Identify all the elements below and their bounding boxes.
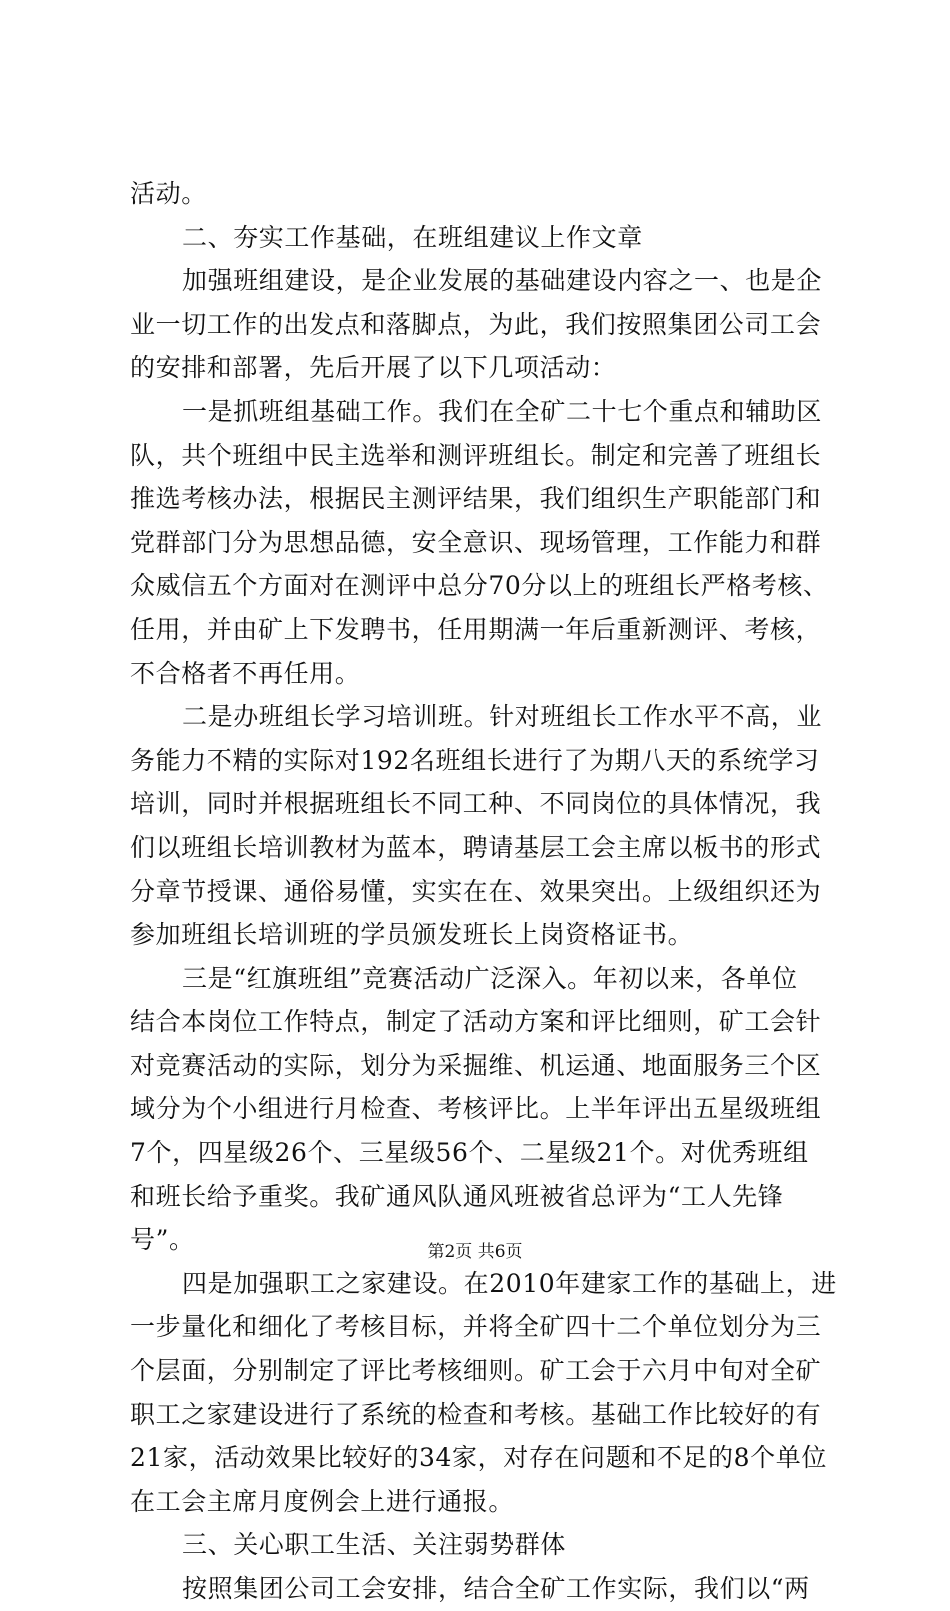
text-line: 党群部门分为思想品德，安全意识、现场管理，工作能力和群 <box>130 527 822 557</box>
text-line: 培训，同时并根据班组长不同工种、不同岗位的具体情况，我 <box>130 789 822 819</box>
text-line: 务能力不精的实际对192名班组长进行了为期八天的系统学习 <box>130 745 820 775</box>
text-line: 参加班组长培训班的学员颁发班长上岗资格证书。 <box>130 920 694 950</box>
page-footer: 第2页 共6页 <box>427 1242 523 1262</box>
text-line: 号”。 <box>130 1225 195 1255</box>
text-line: 三、关心职工生活、关注弱势群体 <box>182 1530 567 1560</box>
text-line: 二、夯实工作基础，在班组建议上作文章 <box>182 222 643 252</box>
text-line: 业一切工作的出发点和落脚点，为此，我们按照集团公司工会 <box>130 309 822 339</box>
text-line: 职工之家建设进行了系统的检查和考核。基础工作比较好的有 <box>130 1399 822 1429</box>
text-line: 的安排和部署，先后开展了以下几项活动： <box>130 353 617 383</box>
text-line: 众威信五个方面对在测评中总分70分以上的班组长严格考核、 <box>130 571 829 601</box>
text-line: 队，共个班组中民主选举和测评班组长。制定和完善了班组长 <box>130 440 822 470</box>
text-line: 域分为个小组进行月检查、考核评比。上半年评出五星级班组 <box>130 1094 822 1124</box>
text-line: 任用，并由矿上下发聘书，任用期满一年后重新测评、考核， <box>130 614 822 644</box>
text-line: 一是抓班组基础工作。我们在全矿二十七个重点和辅助区 <box>182 396 823 426</box>
text-line: 在工会主席月度例会上进行通报。 <box>130 1486 515 1516</box>
text-line: 一步量化和细化了考核目标，并将全矿四十二个单位划分为三 <box>130 1312 822 1342</box>
text-line: 二是办班组长学习培训班。针对班组长工作水平不高，业 <box>182 702 823 732</box>
text-line: 和班长给予重奖。我矿通风队通风班被省总评为“工人先锋 <box>130 1181 784 1211</box>
text-line: 们以班组长培训教材为蓝本，聘请基层工会主席以板书的形式 <box>130 832 822 862</box>
text-line: 不合格者不再任用。 <box>130 658 361 688</box>
text-line: 四是加强职工之家建设。在2010年建家工作的基础上，进 <box>182 1268 837 1298</box>
text-line: 对竞赛活动的实际，划分为采掘维、机运通、地面服务三个区 <box>130 1050 822 1080</box>
text-line: 分章节授课、通俗易懂，实实在在、效果突出。上级组织还为 <box>130 876 822 906</box>
text-line: 加强班组建设，是企业发展的基础建设内容之一、也是企 <box>182 266 823 296</box>
text-line: 推选考核办法，根据民主测评结果，我们组织生产职能部门和 <box>130 484 822 514</box>
text-line: 按照集团公司工会安排，结合全矿工作实际，我们以“两 <box>182 1574 810 1603</box>
text-line: 21家，活动效果比较好的34家，对存在问题和不足的8个单位 <box>130 1443 827 1473</box>
text-line: 结合本岗位工作特点，制定了活动方案和评比细则，矿工会针 <box>130 1007 822 1037</box>
text-line: 个层面，分别制定了评比考核细则。矿工会于六月中旬对全矿 <box>130 1356 822 1386</box>
text-line: 活动。 <box>130 179 207 208</box>
document-body <box>130 172 837 1611</box>
text-line: 7个，四星级26个、三星级56个、二星级21个。对优秀班组 <box>130 1138 809 1168</box>
text-line: 三是“红旗班组”竞赛活动广泛深入。年初以来，各单位 <box>182 963 798 993</box>
